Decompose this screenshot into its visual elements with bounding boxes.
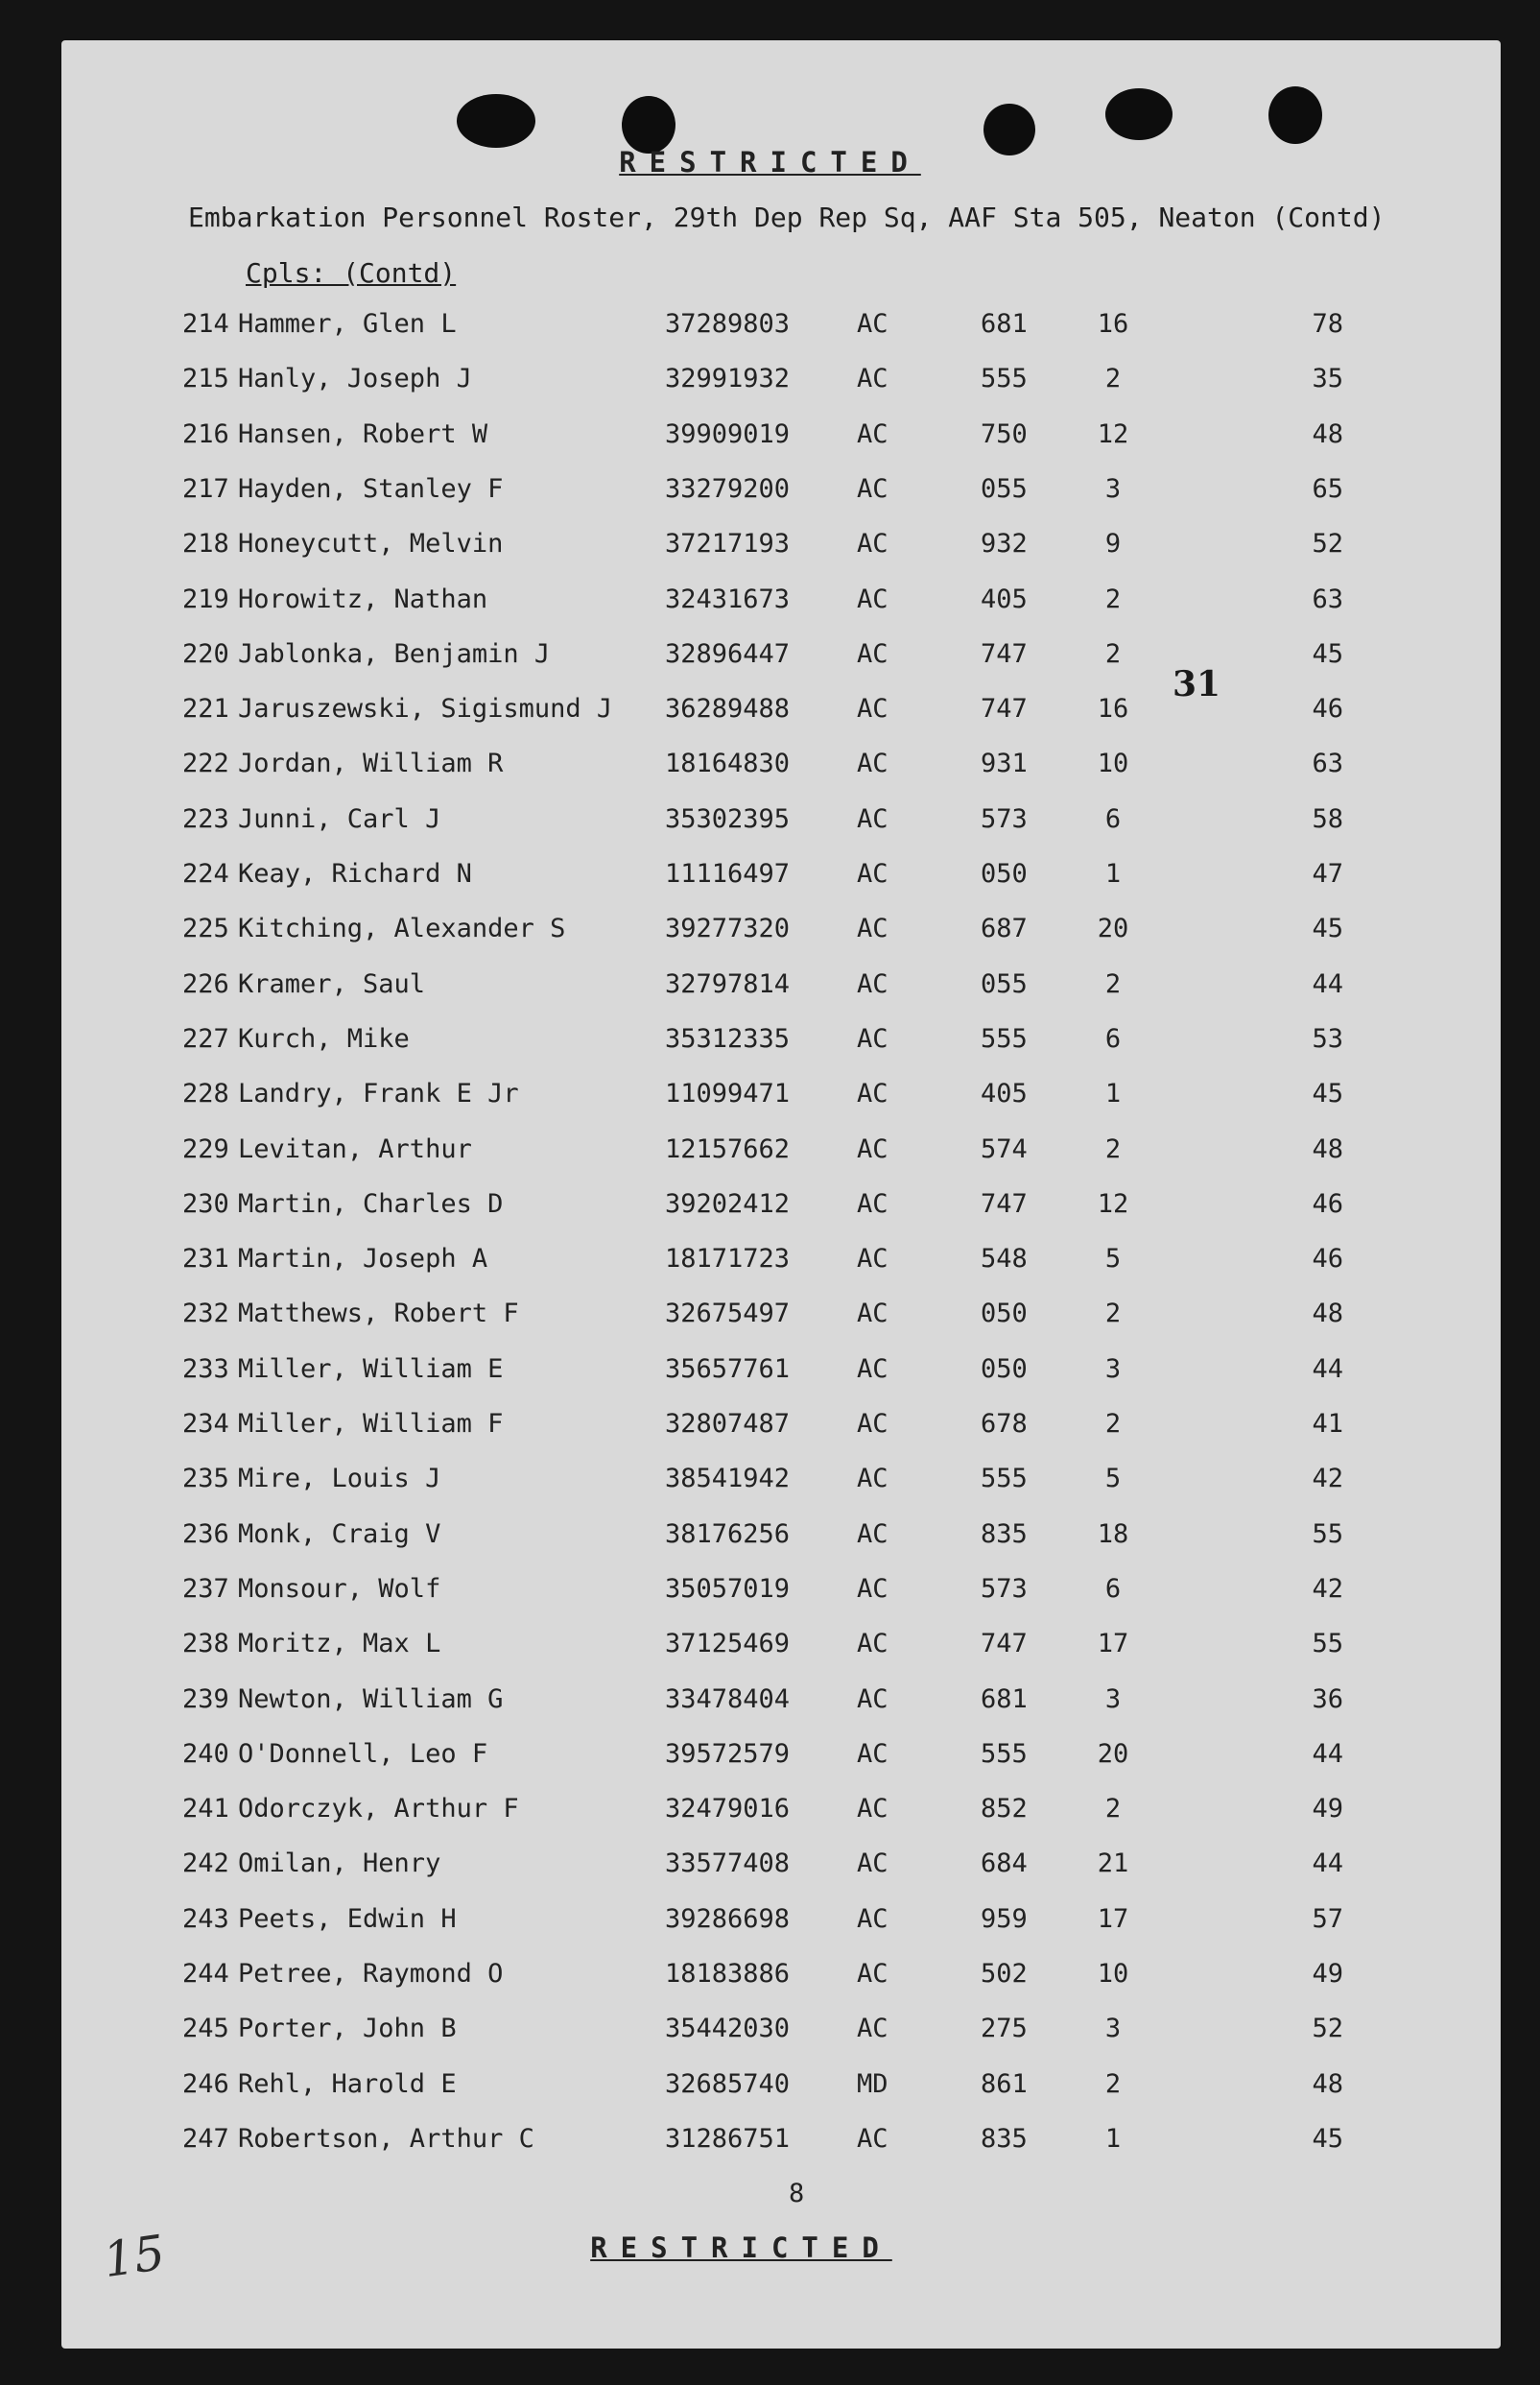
page-number: 8: [789, 2179, 805, 2208]
row-mos: 678: [981, 1409, 1028, 1439]
row-name: Junni, Carl J: [238, 803, 441, 834]
row-col1: 2: [1104, 638, 1122, 669]
row-arm: AC: [857, 584, 888, 614]
row-number: 240: [182, 1738, 229, 1769]
table-row: [0, 1739, 1540, 1777]
row-arm: AC: [857, 859, 888, 889]
row-arm: AC: [857, 529, 888, 560]
row-mos: 835: [981, 1518, 1028, 1549]
row-mos: 681: [981, 309, 1028, 339]
row-col2: 65: [1312, 473, 1343, 504]
row-col1: 3: [1104, 1353, 1122, 1384]
row-col1: 6: [1104, 803, 1122, 834]
row-col1: 3: [1104, 2014, 1122, 2044]
row-serial: 35312335: [665, 1023, 791, 1054]
row-mos: 681: [981, 1683, 1028, 1714]
table-row: [0, 1629, 1540, 1667]
row-name: Petree, Raymond O: [238, 1959, 504, 1989]
row-arm: AC: [857, 803, 888, 834]
row-col1: 21: [1097, 1848, 1129, 1879]
row-name: Honeycutt, Melvin: [238, 529, 504, 560]
row-number: 214: [182, 309, 229, 339]
row-col1: 2: [1104, 1299, 1122, 1329]
table-row: [0, 914, 1540, 952]
header-classification: RESTRICTED: [619, 146, 921, 179]
row-name: Hansen, Robert W: [238, 418, 488, 449]
row-serial: 39286698: [665, 1903, 791, 1934]
row-col1: 2: [1104, 1409, 1122, 1439]
row-mos: 932: [981, 529, 1028, 560]
row-number: 228: [182, 1079, 229, 1109]
row-arm: AC: [857, 1573, 888, 1604]
row-number: 221: [182, 694, 229, 725]
row-arm: AC: [857, 418, 888, 449]
row-number: 222: [182, 749, 229, 779]
row-col1: 2: [1104, 1794, 1122, 1825]
row-col2: 48: [1312, 418, 1343, 449]
row-mos: 861: [981, 2068, 1028, 2099]
row-col1: 16: [1097, 309, 1129, 339]
row-col2: 41: [1312, 1409, 1343, 1439]
row-serial: 32896447: [665, 638, 791, 669]
row-name: Peets, Edwin H: [238, 1903, 457, 1934]
row-col2: 55: [1312, 1629, 1343, 1659]
row-col2: 63: [1312, 584, 1343, 614]
row-number: 246: [182, 2068, 229, 2099]
row-name: Hammer, Glen L: [238, 309, 457, 339]
row-number: 242: [182, 1848, 229, 1879]
row-col2: 36: [1312, 1683, 1343, 1714]
row-serial: 39572579: [665, 1738, 791, 1769]
row-col1: 6: [1104, 1023, 1122, 1054]
row-col2: 35: [1312, 364, 1343, 394]
row-arm: AC: [857, 1188, 888, 1219]
table-row: [0, 419, 1540, 458]
punch-hole: [457, 94, 535, 148]
row-arm: AC: [857, 1848, 888, 1879]
row-arm: AC: [857, 1244, 888, 1275]
footer-classification: RESTRICTED: [590, 2231, 892, 2264]
row-col2: 44: [1312, 1353, 1343, 1384]
row-mos: 747: [981, 1629, 1028, 1659]
row-name: Horowitz, Nathan: [238, 584, 488, 614]
row-mos: 835: [981, 2123, 1028, 2154]
row-serial: 35657761: [665, 1353, 791, 1384]
row-mos: 050: [981, 859, 1028, 889]
row-mos: 573: [981, 803, 1028, 834]
row-col1: 3: [1104, 1683, 1122, 1714]
row-serial: 32991932: [665, 364, 791, 394]
row-name: Monsour, Wolf: [238, 1573, 441, 1604]
row-name: Keay, Richard N: [238, 859, 472, 889]
row-name: Monk, Craig V: [238, 1518, 441, 1549]
row-name: Moritz, Max L: [238, 1629, 441, 1659]
row-col1: 2: [1104, 2068, 1122, 2099]
row-serial: 37125469: [665, 1629, 791, 1659]
row-arm: AC: [857, 1794, 888, 1825]
row-mos: 747: [981, 638, 1028, 669]
row-arm: AC: [857, 1903, 888, 1934]
table-row: [0, 1079, 1540, 1117]
row-col1: 1: [1104, 859, 1122, 889]
row-number: 220: [182, 638, 229, 669]
table-row: [0, 639, 1540, 678]
row-col2: 45: [1312, 1079, 1343, 1109]
row-number: 233: [182, 1353, 229, 1384]
row-arm: AC: [857, 309, 888, 339]
row-number: 237: [182, 1573, 229, 1604]
row-number: 215: [182, 364, 229, 394]
row-serial: 33279200: [665, 473, 791, 504]
row-col1: 16: [1097, 694, 1129, 725]
row-number: 229: [182, 1133, 229, 1164]
row-mos: 502: [981, 1959, 1028, 1989]
row-arm: AC: [857, 1629, 888, 1659]
row-serial: 32479016: [665, 1794, 791, 1825]
row-mos: 959: [981, 1903, 1028, 1934]
row-mos: 573: [981, 1573, 1028, 1604]
table-row: [0, 2069, 1540, 2108]
row-name: Rehl, Harold E: [238, 2068, 457, 2099]
row-arm: AC: [857, 1079, 888, 1109]
row-col2: 52: [1312, 2014, 1343, 2044]
row-arm: AC: [857, 1133, 888, 1164]
row-mos: 405: [981, 1079, 1028, 1109]
row-col2: 48: [1312, 1299, 1343, 1329]
row-name: Kitching, Alexander S: [238, 914, 566, 944]
row-number: 217: [182, 473, 229, 504]
row-arm: AC: [857, 473, 888, 504]
table-row: [0, 859, 1540, 897]
row-name: Hanly, Joseph J: [238, 364, 472, 394]
row-number: 218: [182, 529, 229, 560]
row-name: Porter, John B: [238, 2014, 457, 2044]
row-mos: 555: [981, 364, 1028, 394]
table-row: [0, 1574, 1540, 1612]
row-arm: AC: [857, 1464, 888, 1494]
row-name: Miller, William E: [238, 1353, 504, 1384]
row-serial: 38176256: [665, 1518, 791, 1549]
row-number: 244: [182, 1959, 229, 1989]
row-serial: 39202412: [665, 1188, 791, 1219]
row-name: Jaruszewski, Sigismund J: [238, 694, 613, 725]
row-mos: 750: [981, 418, 1028, 449]
row-col2: 49: [1312, 1959, 1343, 1989]
row-mos: 050: [981, 1353, 1028, 1384]
row-mos: 405: [981, 584, 1028, 614]
row-col2: 57: [1312, 1903, 1343, 1934]
row-serial: 35442030: [665, 2014, 791, 2044]
row-arm: AC: [857, 638, 888, 669]
row-name: Levitan, Arthur: [238, 1133, 472, 1164]
row-mos: 055: [981, 968, 1028, 999]
row-number: 235: [182, 1464, 229, 1494]
row-col1: 12: [1097, 1188, 1129, 1219]
row-mos: 275: [981, 2014, 1028, 2044]
row-name: Jablonka, Benjamin J: [238, 638, 551, 669]
table-row: [0, 1134, 1540, 1173]
row-col1: 2: [1104, 1133, 1122, 1164]
row-number: 241: [182, 1794, 229, 1825]
row-name: Martin, Charles D: [238, 1188, 504, 1219]
table-row: [0, 2124, 1540, 2162]
row-number: 224: [182, 859, 229, 889]
row-col1: 6: [1104, 1573, 1122, 1604]
row-number: 223: [182, 803, 229, 834]
row-serial: 31286751: [665, 2123, 791, 2154]
row-number: 247: [182, 2123, 229, 2154]
row-col1: 10: [1097, 749, 1129, 779]
row-serial: 18164830: [665, 749, 791, 779]
handwritten-note: 15: [100, 2224, 169, 2289]
row-name: Jordan, William R: [238, 749, 504, 779]
table-row: [0, 1794, 1540, 1832]
table-row: [0, 1904, 1540, 1943]
row-number: 234: [182, 1409, 229, 1439]
table-row: [0, 364, 1540, 402]
row-serial: 18183886: [665, 1959, 791, 1989]
row-serial: 12157662: [665, 1133, 791, 1164]
row-serial: 33577408: [665, 1848, 791, 1879]
stamp-number: 31: [1173, 664, 1221, 704]
row-arm: AC: [857, 364, 888, 394]
row-number: 239: [182, 1683, 229, 1714]
table-row: [0, 804, 1540, 843]
row-col2: 47: [1312, 859, 1343, 889]
row-name: Landry, Frank E Jr: [238, 1079, 519, 1109]
row-number: 219: [182, 584, 229, 614]
row-arm: AC: [857, 749, 888, 779]
table-row: [0, 1684, 1540, 1723]
row-arm: AC: [857, 1299, 888, 1329]
row-col2: 46: [1312, 1188, 1343, 1219]
row-col2: 48: [1312, 2068, 1343, 2099]
row-name: Hayden, Stanley F: [238, 473, 504, 504]
row-arm: AC: [857, 1959, 888, 1989]
table-row: [0, 1189, 1540, 1228]
row-col2: 45: [1312, 914, 1343, 944]
row-serial: 32431673: [665, 584, 791, 614]
row-arm: AC: [857, 1409, 888, 1439]
row-col2: 78: [1312, 309, 1343, 339]
row-number: 225: [182, 914, 229, 944]
row-number: 227: [182, 1023, 229, 1054]
table-row: [0, 584, 1540, 623]
row-col2: 44: [1312, 968, 1343, 999]
row-mos: 574: [981, 1133, 1028, 1164]
row-arm: AC: [857, 2014, 888, 2044]
row-col2: 42: [1312, 1573, 1343, 1604]
row-col2: 44: [1312, 1848, 1343, 1879]
row-number: 243: [182, 1903, 229, 1934]
row-name: Omilan, Henry: [238, 1848, 441, 1879]
row-col2: 53: [1312, 1023, 1343, 1054]
section-heading: Cpls: (Contd): [246, 257, 457, 289]
row-serial: 32807487: [665, 1409, 791, 1439]
row-col2: 46: [1312, 694, 1343, 725]
row-col1: 17: [1097, 1903, 1129, 1934]
row-mos: 852: [981, 1794, 1028, 1825]
table-row: [0, 1024, 1540, 1062]
row-col2: 42: [1312, 1464, 1343, 1494]
row-col1: 2: [1104, 364, 1122, 394]
row-col1: 10: [1097, 1959, 1129, 1989]
punch-hole: [1268, 86, 1322, 144]
table-row: [0, 2014, 1540, 2052]
row-name: Robertson, Arthur C: [238, 2123, 534, 2154]
row-serial: 39277320: [665, 914, 791, 944]
row-arm: AC: [857, 2123, 888, 2154]
row-col2: 44: [1312, 1738, 1343, 1769]
row-mos: 687: [981, 914, 1028, 944]
row-mos: 931: [981, 749, 1028, 779]
row-serial: 11116497: [665, 859, 791, 889]
table-row: [0, 309, 1540, 347]
row-serial: 32675497: [665, 1299, 791, 1329]
row-col1: 3: [1104, 473, 1122, 504]
row-serial: 37217193: [665, 529, 791, 560]
row-arm: AC: [857, 914, 888, 944]
row-arm: AC: [857, 968, 888, 999]
row-col2: 46: [1312, 1244, 1343, 1275]
row-number: 245: [182, 2014, 229, 2044]
row-col1: 2: [1104, 584, 1122, 614]
table-row: [0, 694, 1540, 732]
row-mos: 747: [981, 694, 1028, 725]
row-number: 231: [182, 1244, 229, 1275]
row-mos: 747: [981, 1188, 1028, 1219]
row-arm: AC: [857, 1738, 888, 1769]
row-col2: 45: [1312, 638, 1343, 669]
table-row: [0, 474, 1540, 513]
table-row: [0, 969, 1540, 1008]
row-serial: 33478404: [665, 1683, 791, 1714]
table-row: [0, 1848, 1540, 1887]
row-col1: 17: [1097, 1629, 1129, 1659]
row-col1: 5: [1104, 1244, 1122, 1275]
table-row: [0, 1244, 1540, 1282]
row-name: Miller, William F: [238, 1409, 504, 1439]
row-col2: 48: [1312, 1133, 1343, 1164]
row-serial: 35302395: [665, 803, 791, 834]
table-row: [0, 749, 1540, 787]
row-name: Odorczyk, Arthur F: [238, 1794, 519, 1825]
row-col2: 63: [1312, 749, 1343, 779]
row-arm: AC: [857, 1683, 888, 1714]
row-mos: 050: [981, 1299, 1028, 1329]
row-col1: 2: [1104, 968, 1122, 999]
row-mos: 555: [981, 1464, 1028, 1494]
table-row: [0, 1299, 1540, 1337]
row-serial: 37289803: [665, 309, 791, 339]
row-col2: 45: [1312, 2123, 1343, 2154]
row-serial: 18171723: [665, 1244, 791, 1275]
table-row: [0, 1354, 1540, 1393]
row-name: Mire, Louis J: [238, 1464, 441, 1494]
row-serial: 32685740: [665, 2068, 791, 2099]
row-serial: 38541942: [665, 1464, 791, 1494]
row-serial: 11099471: [665, 1079, 791, 1109]
row-name: O'Donnell, Leo F: [238, 1738, 488, 1769]
row-arm: AC: [857, 1518, 888, 1549]
row-number: 226: [182, 968, 229, 999]
row-arm: AC: [857, 1353, 888, 1384]
row-col1: 1: [1104, 1079, 1122, 1109]
row-number: 232: [182, 1299, 229, 1329]
row-arm: AC: [857, 694, 888, 725]
row-col1: 18: [1097, 1518, 1129, 1549]
row-serial: 32797814: [665, 968, 791, 999]
row-col2: 49: [1312, 1794, 1343, 1825]
row-number: 238: [182, 1629, 229, 1659]
row-col1: 20: [1097, 1738, 1129, 1769]
roster-title: Embarkation Personnel Roster, 29th Dep Rep Sq, AAF Sta 505, Neaton (Contd): [188, 202, 1386, 233]
punch-hole: [622, 96, 675, 154]
table-row: [0, 1464, 1540, 1502]
row-serial: 39909019: [665, 418, 791, 449]
row-col1: 20: [1097, 914, 1129, 944]
table-row: [0, 1959, 1540, 1997]
row-name: Kramer, Saul: [238, 968, 426, 999]
row-name: Matthews, Robert F: [238, 1299, 519, 1329]
row-col1: 1: [1104, 2123, 1122, 2154]
punch-hole: [1105, 88, 1173, 140]
row-arm: MD: [857, 2068, 888, 2099]
row-number: 216: [182, 418, 229, 449]
row-number: 236: [182, 1518, 229, 1549]
row-mos: 684: [981, 1848, 1028, 1879]
row-serial: 36289488: [665, 694, 791, 725]
row-mos: 548: [981, 1244, 1028, 1275]
row-mos: 555: [981, 1023, 1028, 1054]
table-row: [0, 529, 1540, 567]
table-row: [0, 1519, 1540, 1558]
row-col2: 58: [1312, 803, 1343, 834]
row-name: Martin, Joseph A: [238, 1244, 488, 1275]
row-mos: 555: [981, 1738, 1028, 1769]
row-arm: AC: [857, 1023, 888, 1054]
row-col1: 12: [1097, 418, 1129, 449]
row-serial: 35057019: [665, 1573, 791, 1604]
row-col2: 55: [1312, 1518, 1343, 1549]
row-name: Kurch, Mike: [238, 1023, 410, 1054]
row-col2: 52: [1312, 529, 1343, 560]
row-number: 230: [182, 1188, 229, 1219]
row-col1: 9: [1104, 529, 1122, 560]
row-name: Newton, William G: [238, 1683, 504, 1714]
row-col1: 5: [1104, 1464, 1122, 1494]
row-mos: 055: [981, 473, 1028, 504]
table-row: [0, 1409, 1540, 1447]
